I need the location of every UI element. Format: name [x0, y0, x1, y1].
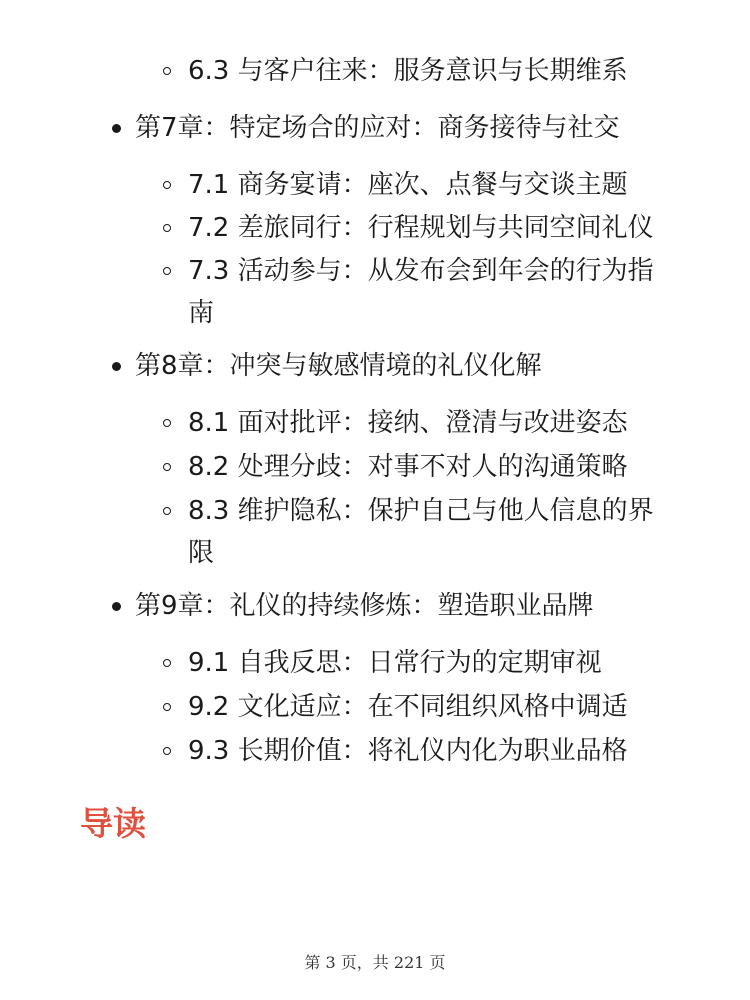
toc-chapter-8: 第8章：冲突与敏感情境的礼仪化解: [135, 351, 542, 381]
section-heading: 导读: [80, 804, 146, 843]
hollow-bullet-icon: [163, 67, 171, 75]
hollow-bullet-icon: [163, 463, 171, 471]
toc-section-9-1: 9.1 自我反思：日常行为的定期审视: [188, 648, 602, 678]
solid-bullet-icon: [112, 602, 121, 611]
page-number-footer: 第 3 页，共 221 页: [304, 953, 446, 972]
hollow-bullet-icon: [163, 267, 171, 275]
toc-section-8-3: 8.3 维护隐私：保护自己与他人信息的界限: [188, 496, 654, 568]
hollow-bullet-icon: [163, 747, 171, 755]
toc-section-6-3: 6.3 与客户往来：服务意识与长期维系: [188, 56, 628, 86]
toc-section-9-3: 9.3 长期价值：将礼仪内化为职业品格: [188, 736, 628, 766]
toc-section-7-3: 7.3 活动参与：从发布会到年会的行为指南: [188, 256, 654, 328]
solid-bullet-icon: [112, 124, 121, 133]
toc-section-7-2: 7.2 差旅同行：行程规划与共同空间礼仪: [188, 213, 654, 243]
toc-chapter-7: 第7章：特定场合的应对：商务接待与社交: [135, 113, 620, 143]
toc-section-9-2: 9.2 文化适应：在不同组织风格中调适: [188, 692, 628, 722]
hollow-bullet-icon: [163, 659, 171, 667]
toc-section-8-1: 8.1 面对批评：接纳、澄清与改进姿态: [188, 408, 628, 438]
hollow-bullet-icon: [163, 703, 171, 711]
solid-bullet-icon: [112, 362, 121, 371]
hollow-bullet-icon: [163, 507, 171, 515]
hollow-bullet-icon: [163, 181, 171, 189]
hollow-bullet-icon: [163, 419, 171, 427]
toc-chapter-9: 第9章：礼仪的持续修炼：塑造职业品牌: [135, 591, 594, 621]
hollow-bullet-icon: [163, 224, 171, 232]
toc-section-8-2: 8.2 处理分歧：对事不对人的沟通策略: [188, 452, 628, 482]
toc-section-7-1: 7.1 商务宴请：座次、点餐与交谈主题: [188, 170, 628, 200]
